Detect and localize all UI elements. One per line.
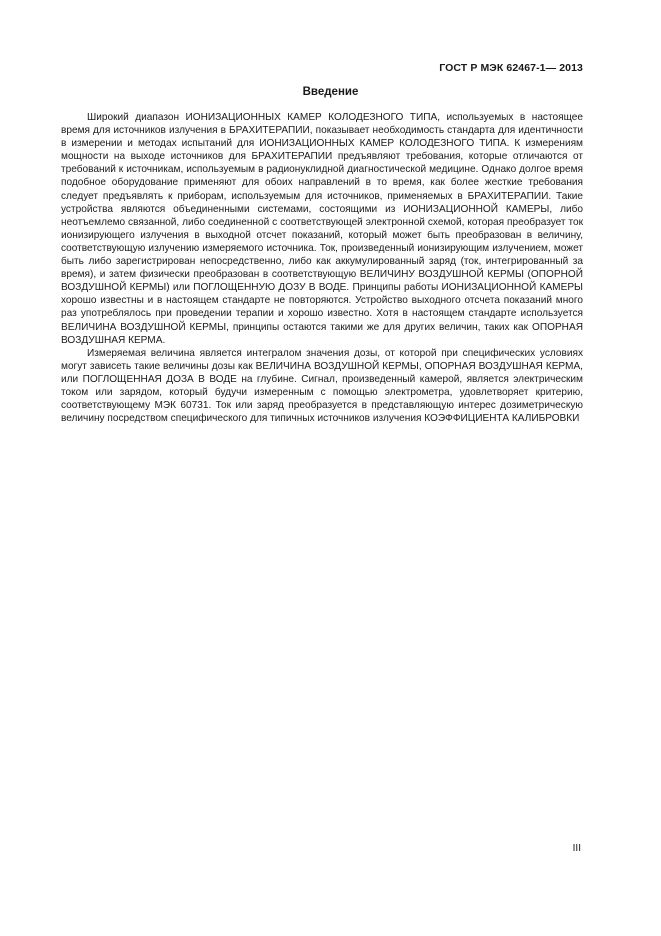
- paragraph-2: Измеряемая величина является интегралом значения дозы, от которой при специфических условиях могут зависеть такие величины дозы как ВЕЛИЧИНА ВОЗДУШНОЙ КЕРМЫ, ОПОРНАЯ ВОЗДУШНАЯ КЕРМА, или ПОГЛОЩЕННАЯ ДОЗА В ВОДЕ на глубине. Сигнал, произведенный камерой, является электрическим током или зарядом, который будучи измеренным с помощью электрометра, удовлетворяет критерию, соответствующему МЭК 60731. Ток или заряд преобразуется в представляющую интерес дозиметрическую величину посредством специфического для типичных источников излучения КОЭФФИЦИЕНТА КАЛИБРОВКИ: [61, 347, 583, 425]
- standard-code-header: ГОСТ Р МЭК 62467-1— 2013: [439, 62, 583, 74]
- section-title: Введение: [302, 86, 359, 98]
- paragraph-1: Широкий диапазон ИОНИЗАЦИОННЫХ КАМЕР КОЛОДЕЗНОГО ТИПА, используемых в настоящее время для источников излучения в БРАХИТЕРАПИИ, показывает необходимость стандарта для идентичности в измерении и методах испытаний для ИОНИЗАЦИОННЫХ КАМЕР КОЛОДЕЗНОГО ТИПА. К измерениям мощности на выходе источников для БРАХИТЕРАПИИ предъявляют требования, которые отличаются от требований к источникам, используемым в радионуклидной диагностической медицине. Однако долгое время подобное оборудование применяют для обоих направлений в то время, как более жесткие требования следует предъявлять к приборам, используемым для источников, применяемых в БРАХИТЕРАПИИ. Такие устройства являются объединенными системами, состоящими из ИОНИЗАЦИОННОЙ КАМЕРЫ, либо неотъемлемо связанной, либо соединенной с соответствующей электронной схемой, которая преобразует ток ионизирующего излучения в выходной отсчет показаний, который может быть преобразован в величину, соответствующую излучению измеряемого источника. Ток, произведенный ионизирующим излучением, может быть либо зарегистрирован непосредственно, либо как аккумулированный заряд (ток, интегрированный за время), и затем физически преобразован в соответствующую ВЕЛИЧИНУ ВОЗДУШНОЙ КЕРМЫ (ОПОРНОЙ ВОЗДУШНОЙ КЕРМЫ) или ПОГЛОЩЕННУЮ ДОЗУ В ВОДЕ. Принципы работы ИОНИЗАЦИОННОЙ КАМЕРЫ хорошо известны и в настоящем стандарте не повторяются. Устройство выходного отсчета показаний много раз употреблялось при проведении терапии и хорошо известно. Хотя в настоящем стандарте используется ВЕЛИЧИНА ВОЗДУШНОЙ КЕРМЫ, принципы остаются такими же для других величин, таких как ОПОРНАЯ ВОЗДУШНАЯ КЕРМА.: [61, 112, 583, 346]
- page-number: III: [572, 843, 581, 854]
- section-body: [61, 111, 583, 425]
